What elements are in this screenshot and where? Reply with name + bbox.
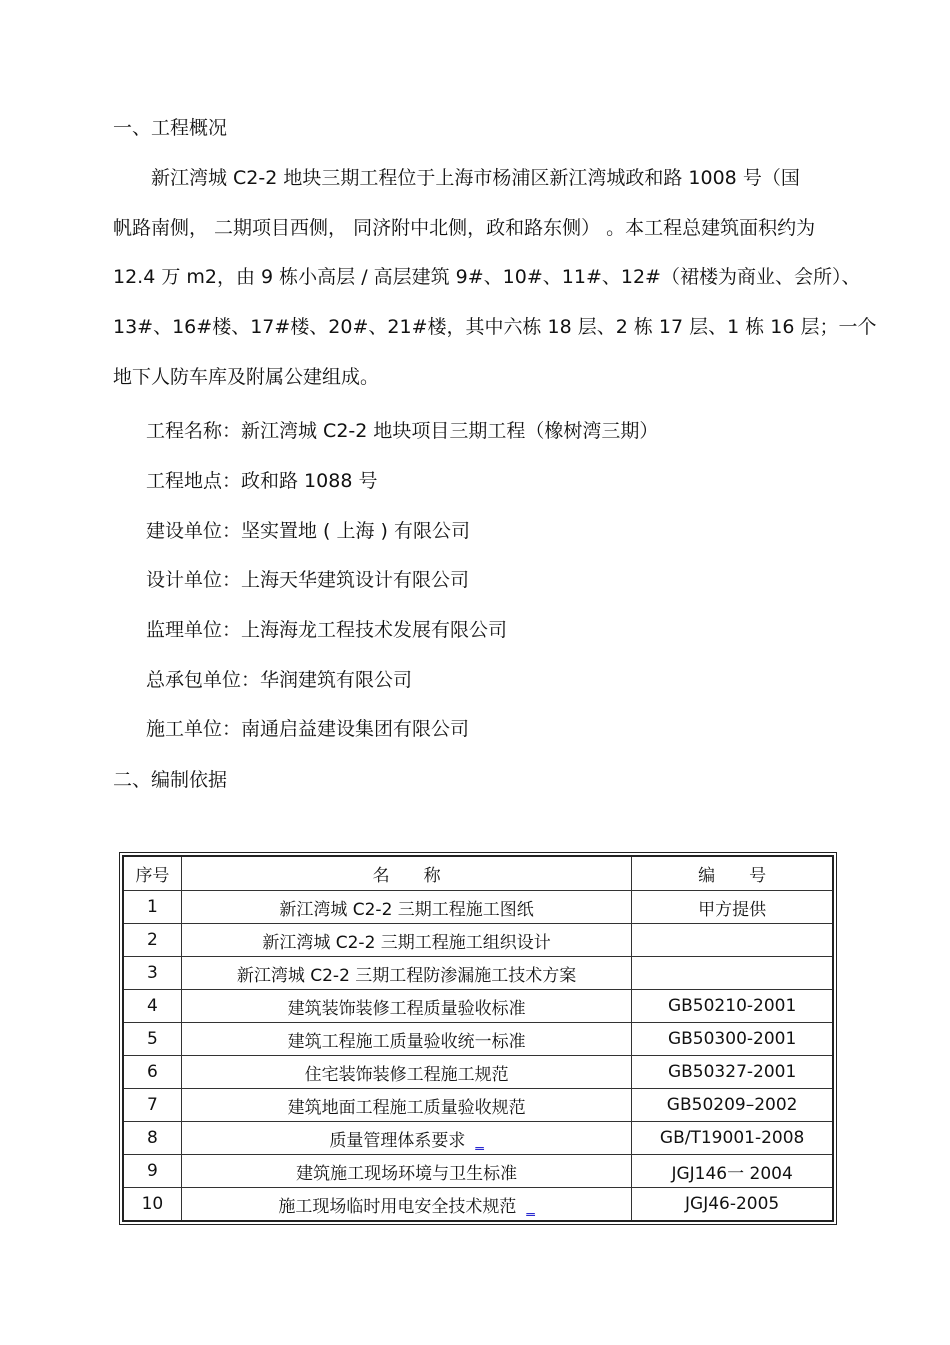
table-row <box>123 1155 833 1188</box>
cell-name <box>181 1089 631 1122</box>
info-value: 坚实置地 ( 上海 ) 有限公司 <box>241 520 470 542</box>
cell-no: 6 <box>123 1056 181 1089</box>
table-row <box>123 1056 833 1089</box>
cell-no: 1 <box>123 891 181 924</box>
cell-code: GB50327-2001 <box>632 1056 833 1089</box>
cell-name <box>181 1122 631 1155</box>
cell-code: GB/T19001-2008 <box>632 1122 833 1155</box>
cell-no: 7 <box>123 1089 181 1122</box>
cell-name-text: 质量管理体系要求 <box>329 1130 466 1151</box>
cell-name-text: 建筑施工现场环境与卫生标准 <box>296 1163 518 1184</box>
cell-code: 甲方提供 <box>632 891 833 924</box>
info-value: 华润建筑有限公司 <box>260 669 413 691</box>
info-value: 新江湾城 C2-2 地块项目三期工程（橡树湾三期） <box>241 420 659 442</box>
section1-heading: 一、工程概况 <box>113 117 228 139</box>
cell-name-text: 建筑地面工程施工质量验收规范 <box>287 1097 526 1118</box>
underline-mark: _ <box>526 1196 535 1217</box>
cell-name <box>181 1023 631 1056</box>
paragraph-line: 新江湾城 C2-2 地块三期工程位于上海市杨浦区新江湾城政和路 1008 号（国 <box>113 167 800 189</box>
info-label: 工程名称： <box>146 420 242 442</box>
cell-code <box>632 924 833 957</box>
header-name: 名 称 <box>181 856 631 891</box>
info-value: 上海海龙工程技术发展有限公司 <box>241 619 508 641</box>
header-no: 序号 <box>123 856 181 891</box>
info-project-name <box>146 419 658 443</box>
info-project-location <box>146 469 377 493</box>
cell-no: 9 <box>123 1155 181 1188</box>
underline-mark: _ <box>475 1130 484 1151</box>
cell-name <box>181 924 631 957</box>
cell-code <box>632 957 833 990</box>
info-general-contractor <box>146 668 412 692</box>
cell-name-text: 建筑工程施工质量验收统一标准 <box>287 1031 526 1052</box>
paragraph-line: 12.4 万 m2，由 9 栋小高层 / 高层建筑 9#、10#、11#、12#（裙楼为商业、会所）、 <box>113 266 861 288</box>
cell-name <box>181 1056 631 1089</box>
table-row <box>123 924 833 957</box>
cell-code: GB50210-2001 <box>632 990 833 1023</box>
cell-name <box>181 891 631 924</box>
table-row <box>123 1023 833 1056</box>
cell-name-text: 建筑装饰装修工程质量验收标准 <box>287 998 526 1019</box>
info-construction-unit <box>146 717 469 741</box>
cell-code: GB50300-2001 <box>632 1023 833 1056</box>
cell-name-text: 新江湾城 C2-2 三期工程施工图纸 <box>279 899 534 920</box>
cell-name <box>181 1155 631 1188</box>
cell-name-text: 住宅装饰装修工程施工规范 <box>304 1064 509 1085</box>
table-row <box>123 957 833 990</box>
cell-name-text: 新江湾城 C2-2 三期工程防渗漏施工技术方案 <box>236 965 577 986</box>
table-header-row <box>123 856 833 891</box>
table-row <box>123 1188 833 1222</box>
info-value: 上海天华建筑设计有限公司 <box>241 569 470 591</box>
info-label: 建设单位： <box>146 520 242 542</box>
paragraph-line: 13#、16#楼、17#楼、20#、21#楼，其中六栋 18 层、2 栋 17 层、1 栋 16 层；一个 <box>113 316 877 338</box>
info-label: 监理单位： <box>146 619 242 641</box>
cell-code: GB50209–2002 <box>632 1089 833 1122</box>
cell-no: 2 <box>123 924 181 957</box>
paragraph-line: 地下人防车库及附属公建组成。 <box>113 366 380 388</box>
table-row <box>123 1122 833 1155</box>
table-row <box>123 891 833 924</box>
cell-no: 3 <box>123 957 181 990</box>
info-value: 南通启益建设集团有限公司 <box>241 718 470 740</box>
cell-name <box>181 1188 631 1222</box>
info-designer <box>146 568 469 592</box>
cell-no: 5 <box>123 1023 181 1056</box>
header-code: 编 号 <box>632 856 833 891</box>
table-row <box>123 990 833 1023</box>
info-label: 工程地点： <box>146 470 242 492</box>
info-label: 施工单位： <box>146 718 242 740</box>
cell-name-text: 新江湾城 C2-2 三期工程施工组织设计 <box>262 932 551 953</box>
cell-code: JGJ46-2005 <box>632 1188 833 1222</box>
cell-name <box>181 990 631 1023</box>
info-value: 政和路 1088 号 <box>241 470 378 492</box>
info-developer <box>146 519 470 543</box>
info-label: 总承包单位： <box>146 669 261 691</box>
cell-no: 10 <box>123 1188 181 1222</box>
cell-no: 8 <box>123 1122 181 1155</box>
cell-name <box>181 957 631 990</box>
table-row <box>123 1089 833 1122</box>
info-supervisor <box>146 618 507 642</box>
section2-heading: 二、编制依据 <box>113 769 228 791</box>
cell-code: JGJ146一 2004 <box>632 1155 833 1188</box>
cell-no: 4 <box>123 990 181 1023</box>
cell-name-text: 施工现场临时用电安全技术规范 <box>278 1196 517 1217</box>
reference-table <box>122 855 834 1222</box>
paragraph-line: 帆路南侧， 二期项目西侧， 同济附中北侧，政和路东侧） 。本工程总建筑面积约为 <box>113 217 816 239</box>
info-label: 设计单位： <box>146 569 242 591</box>
